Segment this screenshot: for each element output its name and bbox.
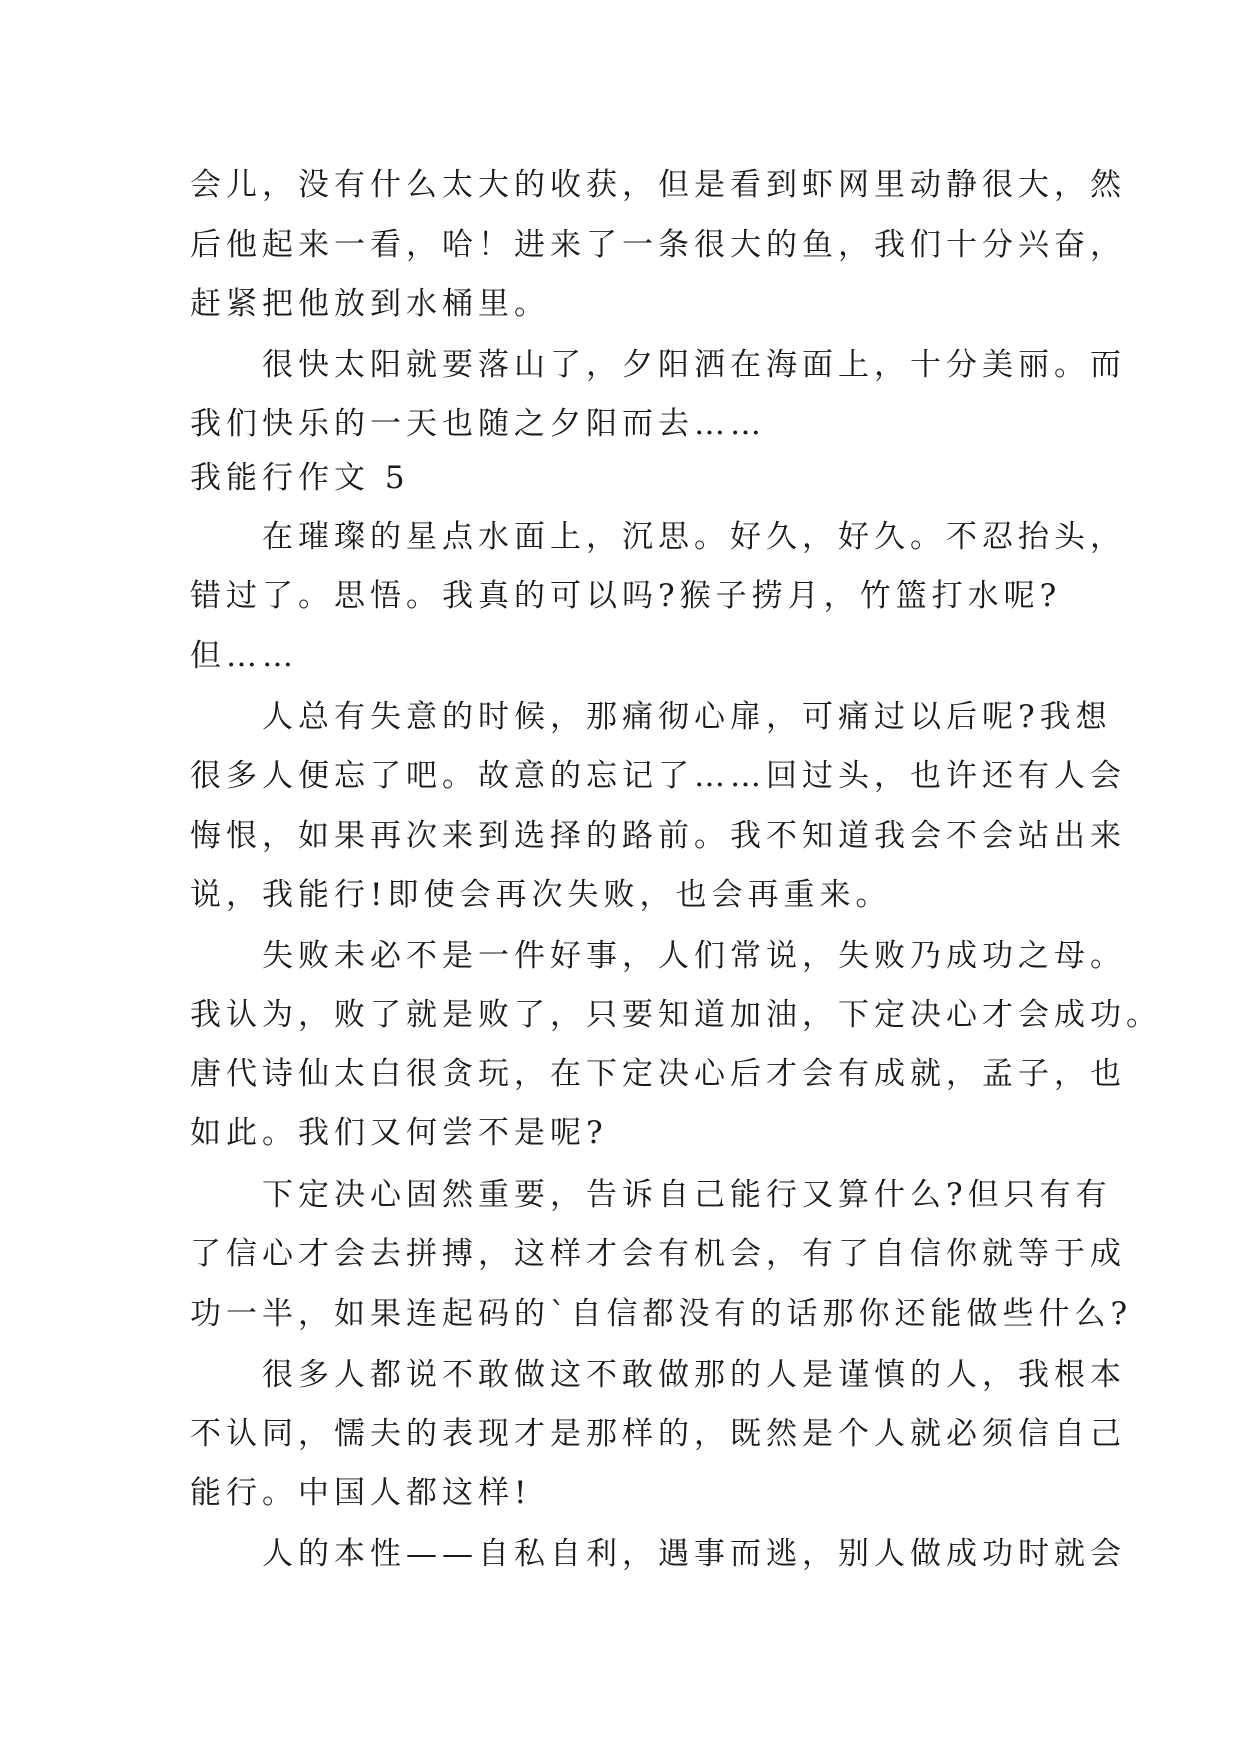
text-line: 但…… bbox=[190, 638, 298, 674]
text-line: 说，我能行!即使会再次失败，也会再重来。 bbox=[190, 877, 892, 913]
text-line: 功一半，如果连起码的`自信都没有的话那你还能做些什么? bbox=[190, 1296, 1133, 1332]
text-line: 悔恨，如果再次来到选择的路前。我不知道我会不会站出来 bbox=[190, 818, 1126, 854]
text-line: 唐代诗仙太白很贪玩，在下定决心后才会有成就，孟子，也 bbox=[190, 1056, 1126, 1092]
text-line: 错过了。思悟。我真的可以吗?猴子捞月，竹篮打水呢? bbox=[190, 578, 1062, 614]
text-line: 很快太阳就要落山了，夕阳洒在海面上，十分美丽。而 bbox=[190, 347, 1126, 383]
text-line: 了信心才会去拼搏，这样才会有机会，有了自信你就等于成 bbox=[190, 1236, 1126, 1272]
section-heading: 我能行作文 5 bbox=[190, 460, 410, 496]
text-line: 我认为，败了就是败了，只要知道加油，下定决心才会成功。 bbox=[190, 997, 1162, 1033]
text-line: 人总有失意的时候，那痛彻心扉，可痛过以后呢?我想 bbox=[190, 699, 1112, 735]
text-line: 能行。中国人都这样! bbox=[190, 1475, 532, 1511]
text-line: 人的本性——自私自利，遇事而逃，别人做成功时就会 bbox=[190, 1536, 1126, 1572]
text-line: 在璀璨的星点水面上，沉思。好久，好久。不忍抬头， bbox=[190, 519, 1126, 555]
text-line: 我们快乐的一天也随之夕阳而去…… bbox=[190, 406, 766, 442]
text-line: 下定决心固然重要，告诉自己能行又算什么?但只有有 bbox=[190, 1177, 1112, 1213]
text-line: 很多人都说不敢做这不敢做那的人是谨慎的人，我根本 bbox=[190, 1357, 1126, 1393]
text-line: 失败未必不是一件好事，人们常说，失败乃成功之母。 bbox=[190, 938, 1126, 974]
text-line: 后他起来一看，哈！进来了一条很大的鱼，我们十分兴奋， bbox=[190, 227, 1126, 263]
text-line: 会儿，没有什么太大的收获，但是看到虾网里动静很大，然 bbox=[190, 167, 1126, 203]
text-line: 很多人便忘了吧。故意的忘记了……回过头，也许还有人会 bbox=[190, 758, 1126, 794]
text-line: 不认同，懦夫的表现才是那样的，既然是个人就必须信自己 bbox=[190, 1416, 1126, 1452]
text-line: 如此。我们又何尝不是呢? bbox=[190, 1115, 608, 1151]
text-line: 赶紧把他放到水桶里。 bbox=[190, 286, 550, 322]
